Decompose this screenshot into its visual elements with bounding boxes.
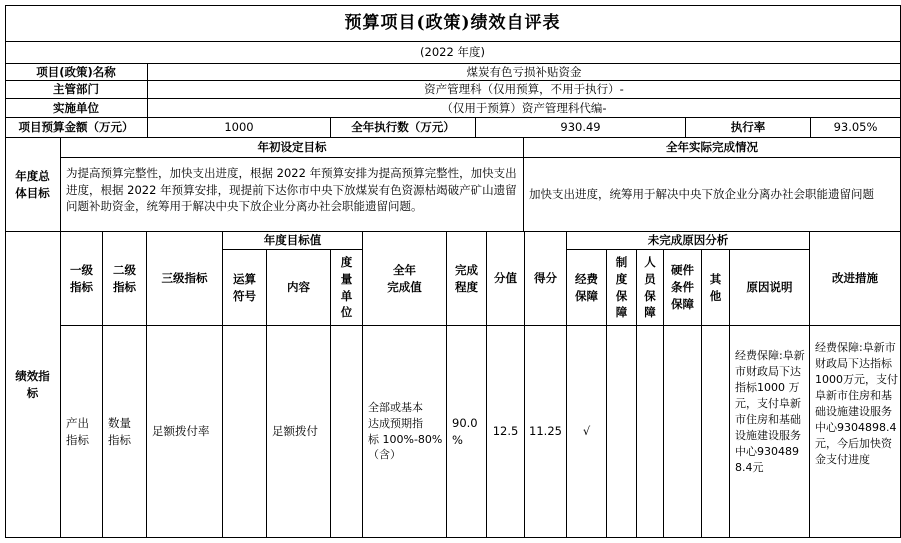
header-improvement: 改进措施 <box>810 232 901 326</box>
header-other: 其 他 <box>702 250 730 326</box>
department-value: 资产管理科（仅用预算，不用于执行）- <box>148 81 901 99</box>
budget-value: 1000 <box>148 118 331 138</box>
header-operator: 运算 符号 <box>223 250 267 326</box>
header-completed: 全年 完成值 <box>363 232 447 326</box>
project-name-label: 项目(政策)名称 <box>5 64 148 81</box>
initial-goal-header: 年初设定目标 <box>61 138 524 158</box>
header-hardware: 硬件 条件 保障 <box>664 250 702 326</box>
department-label: 主管部门 <box>5 81 148 99</box>
header-explanation: 原因说明 <box>730 250 810 326</box>
row-operator <box>223 326 267 538</box>
row-level2: 数量 指标 <box>103 326 147 538</box>
actual-completion-text: 加快支出进度，统筹用于解决中央下放企业分离办社会职能遗留问题 <box>524 158 901 232</box>
header-level1: 一级 指标 <box>61 232 103 326</box>
form-title: 预算项目(政策)绩效自评表 <box>5 5 901 42</box>
indicators-section-label: 绩效指 标 <box>5 232 61 538</box>
unit-label: 实施单位 <box>5 99 148 118</box>
header-level2: 二级 指标 <box>103 232 147 326</box>
row-hardware <box>664 326 702 538</box>
row-score-weight: 12.5 <box>487 326 525 538</box>
executed-value: 930.49 <box>476 118 686 138</box>
row-explanation: 经费保障:阜新市财政局下达指标1000 万元，支付阜新市住房和基础设施建设服务中心9304898.4元 <box>730 326 810 538</box>
row-completed: 全部或基本 达成预期指 标 100%-80% （含） <box>363 326 447 538</box>
header-degree: 完成 程度 <box>447 232 487 326</box>
header-content: 内容 <box>267 250 331 326</box>
row-improvement: 经费保障:阜新市财政局下达指标 1000万元，支付阜新市住房和基础设施建设服务中心9304898.4元，今后加快资金支付进度 <box>810 326 901 538</box>
row-degree: 90.0 % <box>447 326 487 538</box>
row-other <box>702 326 730 538</box>
header-score-weight: 分值 <box>487 232 525 326</box>
unit-value: （仅用于预算）资产管理科代编- <box>148 99 901 118</box>
header-score: 得分 <box>525 232 567 326</box>
header-level3: 三级指标 <box>147 232 223 326</box>
project-name-value: 煤炭有色亏损补贴资金 <box>148 64 901 81</box>
row-staff <box>637 326 664 538</box>
row-unit <box>331 326 363 538</box>
actual-completion-header: 全年实际完成情况 <box>524 138 901 158</box>
rate-label: 执行率 <box>686 118 811 138</box>
form-year: (2022 年度) <box>5 42 901 64</box>
row-level3: 足额拨付率 <box>147 326 223 538</box>
executed-label: 全年执行数（万元） <box>331 118 476 138</box>
goals-section-label: 年度总 体目标 <box>5 138 61 232</box>
row-level1: 产出 指标 <box>61 326 103 538</box>
header-funding: 经费 保障 <box>567 250 607 326</box>
row-funding-check: √ <box>567 326 607 538</box>
row-content: 足额拨付 <box>267 326 331 538</box>
budget-label: 项目预算金额（万元） <box>5 118 148 138</box>
row-system <box>607 326 637 538</box>
header-system: 制 度 保 障 <box>607 250 637 326</box>
header-unfinished-reasons: 未完成原因分析 <box>567 232 810 250</box>
rate-value: 93.05% <box>811 118 901 138</box>
row-score: 11.25 <box>525 326 567 538</box>
header-staff: 人 员 保 障 <box>637 250 664 326</box>
initial-goal-text: 为提高预算完整性，加快支出进度，根据 2022 年预算安排为提高预算完整性，加快支出进度，根据 2022 年预算安排，现提前下达你市中央下放煤炭有色资源枯竭破产矿山遗留问题补助资金，统筹用于解决中央下放企业分离办社会职能遗留问题。 <box>61 158 524 232</box>
header-unit: 度 量 单 位 <box>331 250 363 326</box>
header-annual-target: 年度目标值 <box>223 232 363 250</box>
